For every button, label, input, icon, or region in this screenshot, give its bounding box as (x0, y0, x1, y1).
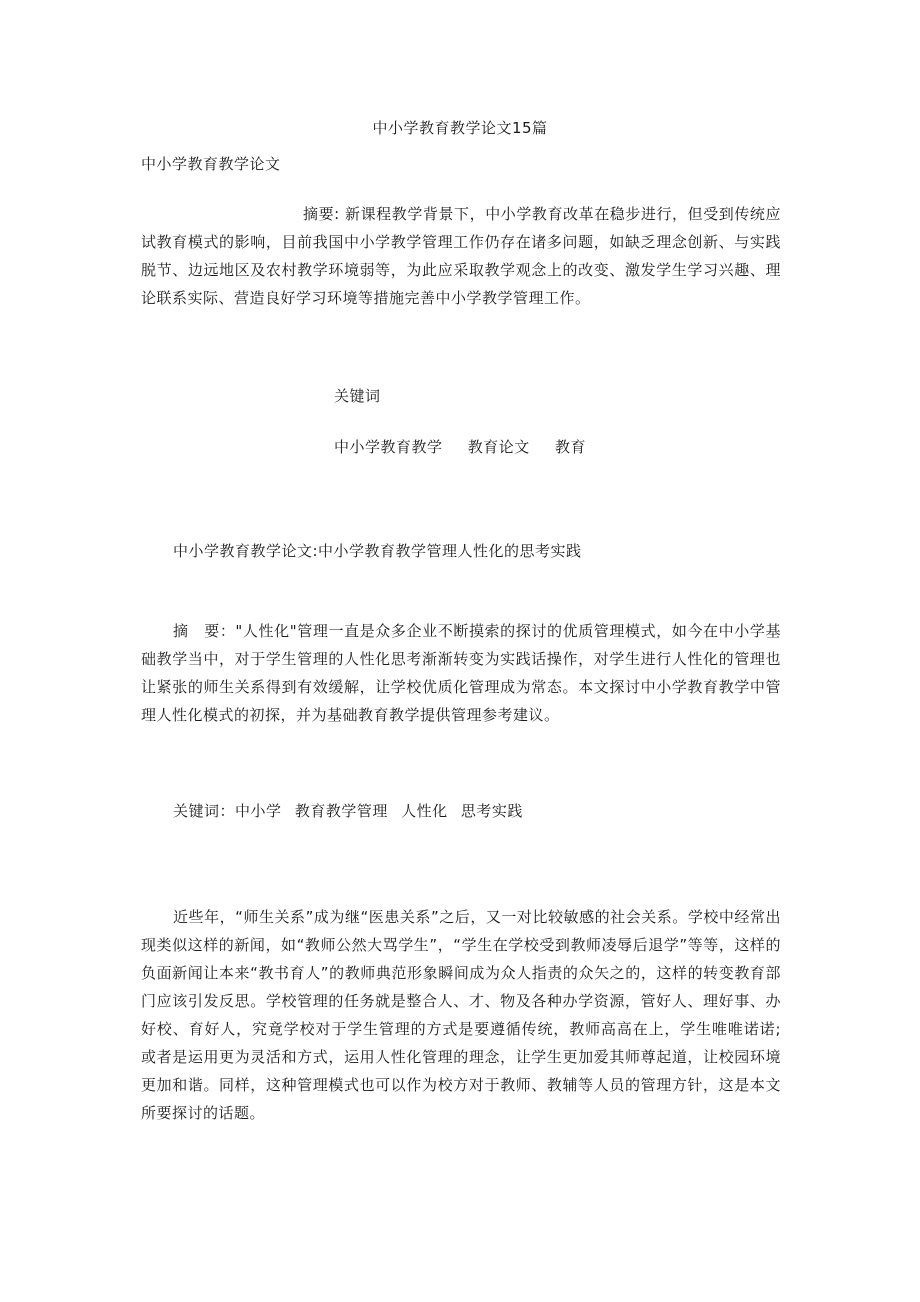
keywords-label: 关键词 (334, 387, 381, 405)
abstract-paragraph: 摘要: 新课程教学背景下，中小学教育改革在稳步进行，但受到传统应试教育模式的影响，目前我国中小学教学管理工作仍存在诸多问题，如缺乏理念创新、与实践脱节、边远地区及农村教学环境弱等，为此应采取教学观念上的改变、激发学生学习兴趣、理论联系实际、营造良好学习环境等措施完善中小学教学管理工作。 (141, 205, 781, 307)
article-title: 中小学教育教学论文:中小学教育教学管理人性化的思考实践 (173, 542, 582, 560)
keywords-list (0, 433, 920, 461)
keyword-item: 教育论文 (467, 438, 530, 456)
article-keyword-item: 中小学 (235, 802, 282, 820)
document-title: 中小学教育教学论文15篇 (372, 119, 548, 137)
article-keyword-item: 教育教学管理 (294, 802, 388, 820)
article-keywords-label: 关键词： (173, 802, 236, 820)
article-keyword-item: 人性化 (401, 802, 448, 820)
article-keyword-item: 思考实践 (460, 802, 523, 820)
article-abstract: 摘 要："人性化"管理一直是众多企业不断摸索的探讨的优质管理模式，如今在中小学基础教学当中，对于学生管理的人性化思考渐渐转变为实践话操作，对学生进行人性化的管理也让紧张的师生关系得到有效缓解，让学校优质化管理成为常态。本文探讨中小学教育教学中管理人性化模式的初探，并为基础教育教学提供管理参考建议。 (141, 622, 781, 724)
keyword-item: 教育 (555, 438, 587, 456)
article-keywords (173, 797, 531, 825)
keyword-item: 中小学教育教学 (333, 438, 443, 456)
document-subtitle: 中小学教育教学论文 (141, 155, 281, 173)
body-paragraph: 近些年，“师生关系”成为继“医患关系”之后，又一对比较敏感的社会关系。学校中经常出现类似这样的新闻，如“教师公然大骂学生”，“学生在学校受到教师凌辱后退学”等等，这样的负面新闻让本来“教书育人”的教师典范形象瞬间成为众人指责的众矢之的，这样的转变教育部门应该引发反思。学校管理的任务就是整合人、才、物及各种办学资源，管好人、理好事、办好校、育好人，究竟学校对于学生管理的方式是要遵循传统，教师高高在上，学生唯唯诺诺; 或者是运用更为灵活和方式，运用人性化管理的理念，让学生更加爱其师尊起道，让校园环境更加和谐。同样，这种管理模式也可以作为校方对于教师、教辅等人员的管理方针，这是本文所要探讨的话题。 (141, 908, 781, 1122)
